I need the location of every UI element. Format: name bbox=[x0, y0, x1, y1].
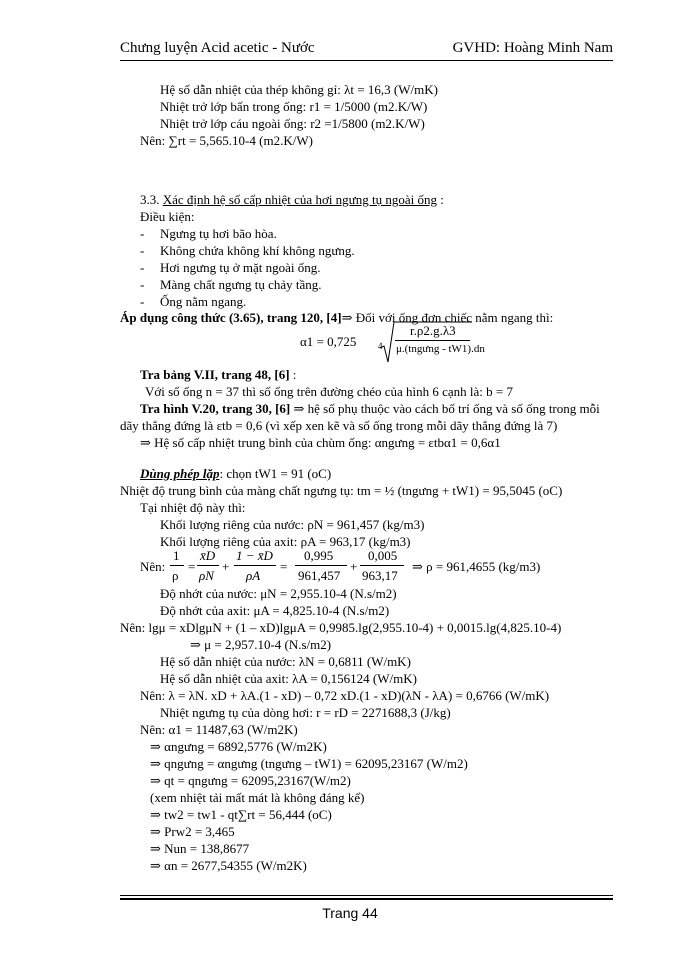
header-supervisor: GVHD: Hoàng Minh Nam bbox=[452, 40, 613, 56]
header-rule bbox=[120, 60, 613, 61]
text-line-lambda-mix: Nên: λ = λN. xD + λA.(1 - xD) – 0,72 xD.(1 - xD)(λN - λA) = 0,6766 (W/mK) bbox=[140, 688, 550, 703]
list-item: - Màng chất ngưng tụ chảy tầng. bbox=[140, 277, 322, 292]
formula-numerator: r.ρ2.g.λ3 bbox=[410, 323, 456, 338]
text-line-mu-result: ⇒ μ = 2,957.10-4 (N.s/m2) bbox=[190, 637, 332, 652]
text-line-at-temp: Tại nhiệt độ này thì: bbox=[140, 500, 246, 515]
text-line-r2: Nhiệt trở lớp cáu ngoài ống: r2 =1/5800 (m2.K/W) bbox=[160, 116, 425, 131]
footer-rule-thin bbox=[120, 895, 613, 896]
text-line-lg-mu: Nên: lgμ = xDlgμN + (1 – xD)lgμA = 0,9985.lg(2,955.10-4) + 0,0015.lg(4,825.10-4) bbox=[120, 620, 562, 635]
formula-lhs: α1 = 0,725 bbox=[300, 334, 357, 349]
text-line-mu-water: Độ nhớt của nước: μN = 2,955.10-4 (N.s/m2) bbox=[160, 586, 397, 601]
text-line-mu-acid: Độ nhớt của axit: μA = 4,825.10-4 (N.s/m2) bbox=[160, 603, 390, 618]
formula-fraction-bar bbox=[395, 340, 470, 341]
text-line-note: (xem nhiệt tải mất mát là không đáng kể) bbox=[150, 790, 365, 805]
text-line-tube-count: Với số ống n = 37 thì số ống trên đường chéo của hình 6 cạnh là: b = 7 bbox=[145, 384, 513, 399]
text-line-q-t: ⇒ qt = qngưng = 62095,23167(W/m2) bbox=[150, 773, 351, 788]
text-line-nusselt: ⇒ Nun = 138,8677 bbox=[150, 841, 250, 856]
section-heading bbox=[140, 192, 444, 208]
text-line-q-cond: ⇒ qngưng = αngưng (tngưng – tW1) = 62095,23167 (W/m2) bbox=[150, 756, 468, 771]
list-item: - Ống nằm ngang. bbox=[140, 294, 247, 309]
text-line-lambda-water: Hệ số dẫn nhiệt của nước: λN = 0,6811 (W/mK) bbox=[160, 654, 411, 669]
list-item: - Ngưng tụ hơi bão hòa. bbox=[140, 226, 277, 241]
text-line-lambda-steel: Hệ số dẫn nhiệt của thép không gỉ: λt = 16,3 (W/mK) bbox=[160, 82, 438, 97]
section-title: Xác định hệ số cấp nhiệt của hơi ngưng tụ ngoài ống bbox=[162, 192, 437, 207]
header-course-title: Chưng luyện Acid acetic - Nước bbox=[120, 40, 315, 56]
section-title-colon: : bbox=[440, 192, 444, 207]
text-line-alpha-n: ⇒ αn = 2677,54355 (W/m2K) bbox=[150, 858, 307, 873]
text-line-rho-water: Khối lượng riêng của nước: ρN = 961,457 (kg/m3) bbox=[160, 517, 425, 532]
formula-denominator: μ.(tngưng - tW1).dn bbox=[396, 343, 485, 355]
text-line-epsilon: dãy thẳng đứng là εtb = 0,6 (vì xếp xen kẽ và số ống trong mỗi dãy thẳng đứng là 7) bbox=[120, 418, 558, 433]
iteration-heading: Dùng phép lặp: chọn tW1 = 91 (oC) bbox=[140, 466, 332, 481]
formula-reference: Áp dụng công thức (3.65), trang 120, [4] bbox=[120, 310, 342, 325]
text-line-sum-r: Nên: ∑rt = 5,565.10-4 (m2.K/W) bbox=[140, 133, 313, 148]
page-number: Trang 44 bbox=[322, 905, 378, 921]
apply-formula-line: Áp dụng công thức (3.65), trang 120, [4]⇒ Đối với ống đơn chiếc nằm ngang thì: bbox=[120, 310, 554, 325]
text-line-tm: Nhiệt độ trung bình của màng chất ngưng tụ: tm = ½ (tngưng + tW1) = 95,5045 (oC) bbox=[120, 483, 563, 498]
conditions-label: Điều kiện: bbox=[140, 209, 195, 224]
text-line-rho-acid: Khối lượng riêng của axit: ρA = 963,17 (kg/m3) bbox=[160, 534, 411, 549]
rho-equation-label: Nên: bbox=[140, 559, 166, 574]
table-lookup-line: Tra bảng V.II, trang 48, [6] : bbox=[140, 367, 297, 382]
text-line-latent-heat: Nhiệt ngưng tụ của dòng hơi: r = rD = 2271688,3 (J/kg) bbox=[160, 705, 451, 720]
formula-root-index: 4 bbox=[378, 341, 383, 351]
section-number: 3.3. bbox=[140, 192, 160, 207]
list-item: - Hơi ngưng tụ ở mặt ngoài ống. bbox=[140, 260, 321, 275]
footer-rule-thick bbox=[120, 898, 613, 900]
text-line-avg-coefficient: ⇒ Hệ số cấp nhiệt trung bình của chùm ống: αngưng = εtbα1 = 0,6α1 bbox=[140, 435, 501, 450]
text-line-prandtl: ⇒ Prw2 = 3,465 bbox=[150, 824, 235, 839]
text-line-tw2: ⇒ tw2 = tw1 - qt∑rt = 56,444 (oC) bbox=[150, 807, 332, 822]
text-line-alpha-cond: ⇒ αngưng = 6892,5776 (W/m2K) bbox=[150, 739, 327, 754]
list-item: - Không chứa không khí không ngưng. bbox=[140, 243, 355, 258]
text-line-lambda-acid: Hệ số dẫn nhiệt của axit: λA = 0,156124 (W/mK) bbox=[160, 671, 417, 686]
figure-lookup-line: Tra hình V.20, trang 30, [6] ⇒ hệ số phụ thuộc vào cách bố trí ống và số ống trong mỗi bbox=[140, 401, 600, 416]
text-line-r1: Nhiệt trở lớp bẩn trong ống: r1 = 1/5000 (m2.K/W) bbox=[160, 99, 428, 114]
alpha1-formula bbox=[300, 318, 485, 364]
text-line-alpha1: Nên: α1 = 11487,63 (W/m2K) bbox=[140, 722, 298, 737]
